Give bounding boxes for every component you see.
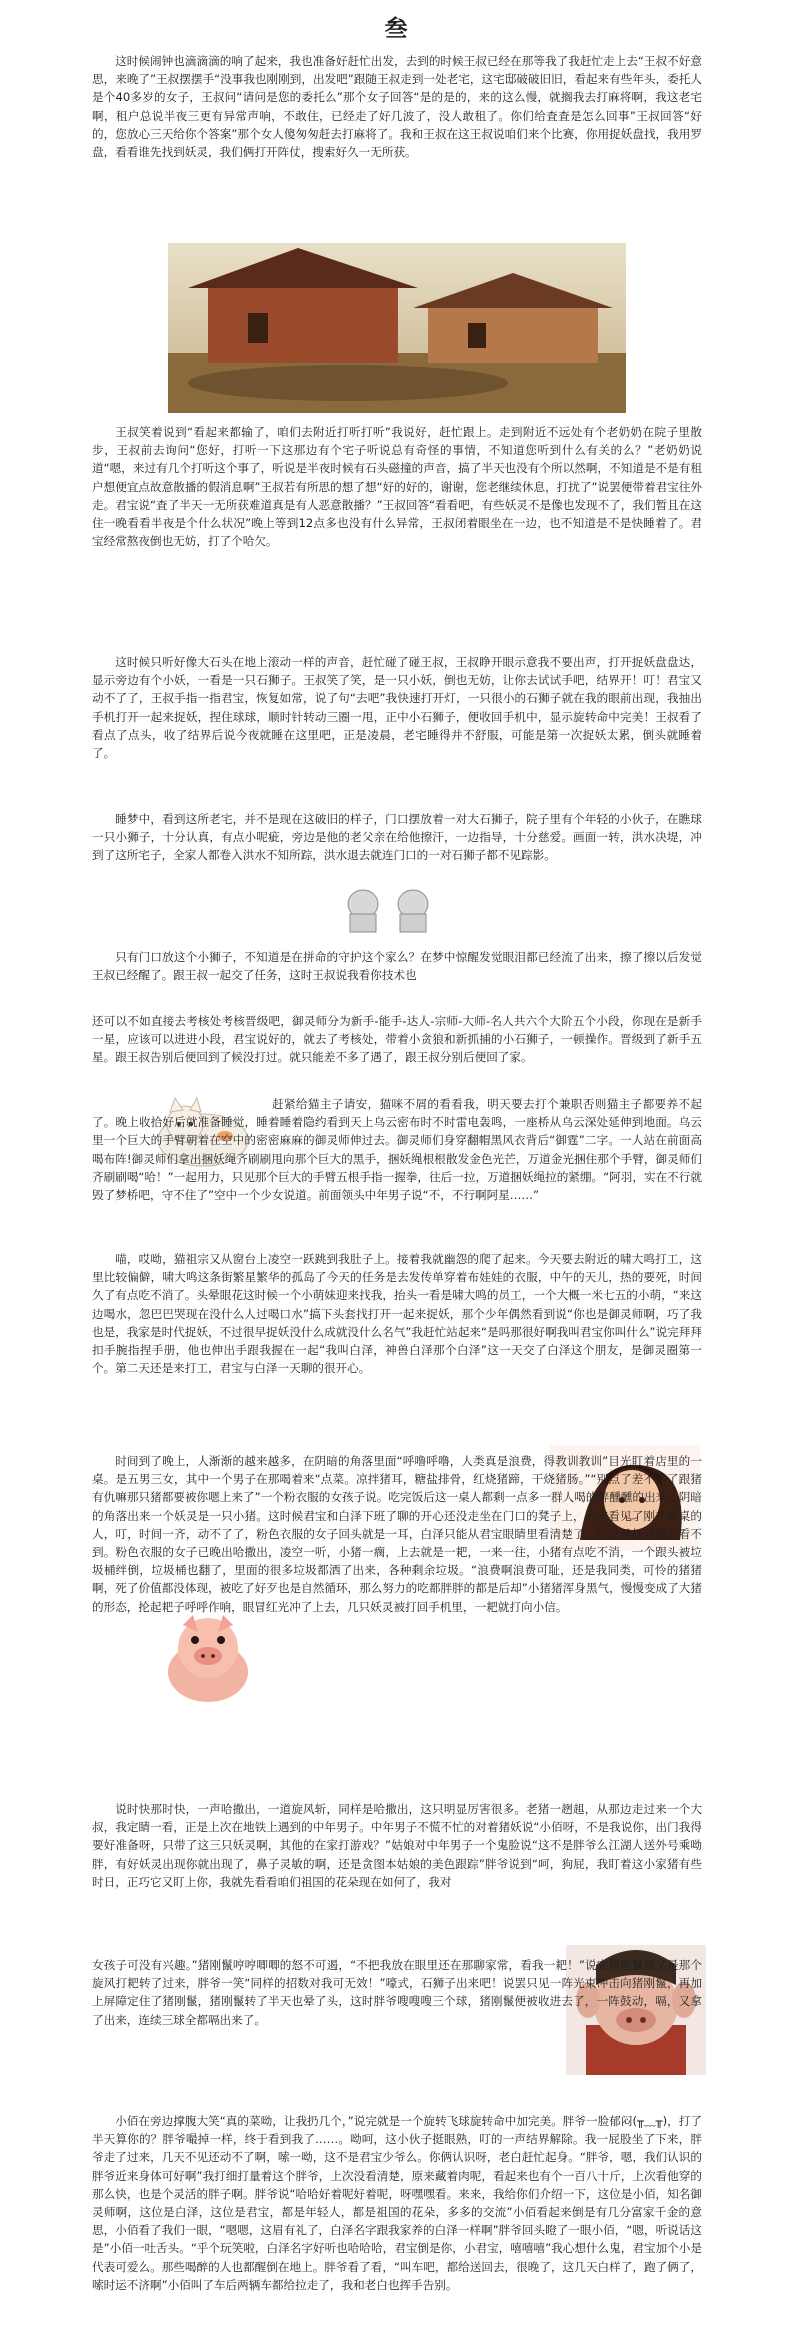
paragraph-9: 时间到了晚上，人渐渐的越来越多，在阴暗的角落里面“呼噜呼噜，人类真是浪费，得教训教训”目光盯着店里的一桌。是五男三女，其中一个男子在那喝着来“点菜。凉拌猪耳，糖盐排骨，红烧猪蹄，干烧猪肠。”“别点了差不多了跟猪有仇嘛那只猪都要被你嗯上来了”一个粉衣服的女孩子说。吃完饭后这一桌人都剩一点多一群人喝的醉醺醺的出来，阴暗的角落出来一个妖灵是一只小猪。这时候君宝和白泽下班了聊的开心还没走坐在门口的凳子上，君宝看见了刚才那桌的人，叮，时间一齐，动不了了，粉色衣服的女子回头就是一耳，白泽只能从君宝眼睛里看清楚了。白泽是好对看的看不到。粉色衣服的女子已晚出哈撒出，凌空一听，小猪一瘸，上去就是一耙，一来一往，小猪有点吃不消，一个跟头被垃圾桶绊倒，垃圾桶也翻了，里面的很多垃圾都洒了出来，各种剩余垃圾。“浪费啊浪费可耻，还是我同类，可怜的猪猪啊，死了价值都没体现，被吃了好歹也是自然循环，那么努力的吃都胖胖的都是后却”小猪猪浑身黑气，慢慢变成了大猪的形态，抡起耙子呼呼作响，眼冒红光冲了上去，几只妖灵被打回手机里，一耙就打向小信。 bbox=[92, 1454, 702, 1614]
paragraph-12: 小佰在旁边撑腹大笑“真的菜呦，让我扔几个，”说完就是一个旋转飞球旋转命中加完美。胖爷一脸郁闷(╥﹏╥)，打了半天算你的？胖爷嘬掉一样，终于看到我了……。呦呵，这小伙子挺眼熟，叮的一声结界解除。我一屁股坐了下来，胖爷走了过来，几天不见还动不了啊，嗦一呦，这不是君宝少爷么。你俩认识呀，老白赶忙起身。“胖爷，嗯，我们认识的胖爷近来身体可好啊”我打细打量着这个胖爷，上次没看清楚，原来藏着肉呢，看起来也有个一百八十斤，上次看他穿的那么快，也是个灵活的胖子啊。胖爷说“哈哈好着呢好着呢，呀嘿嘿看。来来，我给你们介绍一下，这位是小佰，知名御灵师啊，这位是白泽，这位是君宝，都是年轻人，都是祖国的花朵，多多的交流”小佰看起来倒是有几分富家千金的意思，小佰看了我们一眼，“嗯嗯，这眉有礼了，白泽名字跟我家养的白泽一样啊”胖爷回头瞪了一眼小佰，“嗯，听说话这是”小佰一吐舌头。“乎个玩笑啦，白泽名字好听也哈哈哈，君宝倒是你，小君宝，嘻嘻嘻”我心想什么鬼，君宝加个小是代表可爱么。那些喝醉的人也都醒倒在地上。胖爷看了看，“叫车吧，都给送回去，很晚了，这几天白样了，跑了俩了，嗦时运不济啊”小佰叫了车后两辆车都给拉走了，我和老白也挥手告别。 bbox=[92, 2114, 702, 2292]
paragraph-10: 说时快那时快，一声哈撒出，一道旋风斩，同样是哈撒出，这只明显厉害很多。老猪一趔趄，从那边走过来一个大叔，我定睛一看，正是上次在地铁上遇到的中年男子。中年男子不慌不忙的对着猪妖说“小佰呀，不是我说你，出门我得要好准备呀，只带了这三只妖灵啊，其他的在家打游戏？”姑娘对中年男子一个鬼脸说“这不是胖爷么江湖人送外号乘呦胖，有好妖灵出现你就出现了，鼻子灵敏的啊，还是贪图本姑娘的美色跟踪”胖爷说到“呵，狗屁，我盯着这小家猪有些时日，正巧它又盯上你，我就先看看咱们祖国的花朵现在如何了，我对 bbox=[92, 1802, 702, 1889]
paragraph-2: 王叔笑着说到“看起来都输了，咱们去附近打听打听”我说好，赶忙跟上。走到附近不远处有个老奶奶在院子里散步，王叔前去询问“您好，打听一下这那边有个宅子听说总有奇怪的事情，不知道您听到什么有关的么？”老奶奶说道“嗯，来过有几个打听这个事了，听说是半夜时候有石头磁撞的声音，搞了半天也没有个所以然啊，不知道是不是有租户想便宜点故意散播的假消息啊”王叔若有所思的想了想“好的好的，谢谢，您老继续休息，打扰了”说罢便带着君宝往外走。君宝说“査了半天一无所获难道真是有人恶意散播？”王叔回答“看看吧，有些妖灵不是像也发现不了，我们暂且在这住一晚看看半夜是个什么状况”晚上等到12点多也没有什么异常，王叔闭着眼坐在一边，也不知道是不是快睡着了。君宝经常熬夜倒也无妨，打了个哈欠。 bbox=[92, 425, 702, 549]
paragraph-11: 女孩子可没有兴趣。”猪刚鬣哼哼唧唧的怒不可遏，“不把我放在眼里还在那聊家常，看我一耙！”说完猪刚鬣便又是那个旋风打耙转了过来，胖爷一笑“同样的招数对我可无效！”嚎式，石狮子出来吧！说罢只见一阵光束冲击向猪刚鬣，再加上屏障定住了猪刚鬣，猪刚鬣转了半天也晕了头，这时胖爷嗖嗖嗖三个球，猪刚鬣便被收进去了，一阵鼓动，嗝，又拿了出来，连续三球全都嗝出来了。 bbox=[92, 1958, 702, 2027]
paragraph-7: 赶紧给猫主子请安，猫咪不屑的看看我，明天要去打个兼职否则猫主子都要养不起了。晚上收拾好后就准备睡觉，睡着睡着隐约看到天上乌云密布时不时雷电轰鸣，一座桥从乌云深处延伸到地面。乌云里一个巨大的手臂朝着在空中的密密麻麻的御灵师伸过去。御灵师们身穿翻帽黑风衣背后“御霆”二字。一人站在前面高喝布阵!御灵师们拿出捆妖绳齐刷刷甩向那个巨大的黑手，捆妖绳根根散发金色光芒，万道金光捆住那个手臂，御灵师们齐刷刷喝“哈！”一起用力，只见那个巨大的手臂五根手指一握拳，往后一拉，万道捆妖绳拉的紧绷。“阿羽，实在不行就毁了梦桥吧，守不住了”空中一个少女说道。前面领头中年男子说“不，不行啊阿星……” bbox=[92, 1097, 702, 1203]
paragraph-3: 这时候只听好像大石头在地上滚动一样的声音，赶忙碰了碰王叔，王叔睁开眼示意我不要出声，打开捉妖盘盘达，显示旁边有个小妖，一看是一只石狮子。王叔笑了笑，是一只小妖，倒也无妨，让你去试试手吧，结界开！叮！君宝又动不了了，王叔手指一指君宝，恢复如常，说了句“去吧”我快速打开灯，一只很小的石狮子就在我的眼前出现，我抽出手机打开一起来捉妖，捏住球球，顺时针转动三圈一甩，正中小石狮子，便收回手机中，显示旋转命中完美！王叔看了看点了点头，收了结界后说今夜就睡在这里吧，正是凌晨，老宅睡得并不舒服，可能是第一次捉妖太累，倒头就睡着了。 bbox=[92, 655, 702, 761]
stone-lion-statues bbox=[338, 882, 438, 936]
chinese-village-painting bbox=[168, 243, 626, 413]
paragraph-8: 喵，哎呦，猫祖宗又从窗台上凌空一跃跳到我肚子上。接着我就幽怨的爬了起来。今天要去附近的啸大鸣打工，这里比较偏僻，啸大鸣这条街繁星繁华的孤岛了今天的任务是去发传单穿着布娃娃的衣服，中午的天儿，热的要死，时间久了有点吃不消了。头晕眼花这时候一个小萌妹迎来找我，抬头一看是啸大鸣的员工，一个大概一米七五的小萌，“来这边喝水，忽巴巴哭现在没什么人过喝口水”搞下头套找打开一起来捉妖，那个少年偶然看到说“你也是御灵师啊，巧了我也是，我家是时代捉妖，不过很早捉妖没什么成就没什么名气”我赶忙站起来“是吗那很好啊我叫君宝你叫什么”说完拜拜扣手腕指捏手册，他也伸出手跟我握在一起“我叫白泽，神兽白泽那个白泽”这一天交了白泽这个朋友，是御灵圈第一个。第二天还是来打工，君宝与白泽一天聊的很开心。 bbox=[92, 1252, 702, 1376]
chapter-title: 叁 bbox=[384, 16, 409, 42]
paragraph-5: 只有门口放这个小狮子，不知道是在拼命的守护这个家么？在梦中惊醒发觉眼泪都已经流了出来，擦了擦以后发觉王叔已经醒了。跟王叔一起交了任务，这时王叔说我看你技术也 bbox=[92, 950, 702, 983]
pig-cartoon bbox=[148, 1610, 268, 1708]
paragraph-1: 这时候闹钟也滴滴滴的响了起来，我也准备好赶忙出发，去到的时候王叔已经在那等我了我赶忙走上去“王叔不好意思，来晚了”王叔摆摆手“没事我也刚刚到，出发吧”跟随王叔走到一处老宅，这宅邸破破旧旧，看起来有些年头，委托人是个40多岁的女子，王叔问“请问是您的委托么”那个女子回答“是的是的，来的这么慢，就搁我去打麻将啊，我这老宅啊，租户总说半夜三更有异常声响，不敢住，已经走了好几波了，没人敢租了。你们给査査是怎么回事”王叔回答“好的，您放心三天给你个答案”那个女人傻匆匆赶去打麻将了。我和王叔在这王叔说咱们来个比赛，你用捉妖盘找，我用罗盘，看看谁先找到妖灵，我们俩打开阵仗，搜索好久一无所获。 bbox=[92, 54, 702, 160]
paragraph-4: 睡梦中，看到这所老宅，并不是现在这破旧的样子，门口摆放着一对大石狮子，院子里有个年轻的小伙子，在瞧球一只小狮子，十分认真，有点小呢疵，旁边是他的老父亲在给他擦汗，一边指导，十分慈爱。画面一转，洪水决堤，冲到了这所宅子，全家人都卷入洪水不知所踪，洪水退去就连门口的一对石狮子都不见踪影。 bbox=[92, 812, 702, 863]
paragraph-6: 还可以不如直接去考核处考核晋级吧，御灵师分为新手-能手-达人-宗师-大师-名人共六个大阶五个小段，你现在是新手一星，应该可以进进小段，君宝说好的，就去了考核处，带着小贪狼和新抓捕的小石狮子，一顿操作。晋级到了新手五星。跟王叔告别后便回到了候没打过。就只能差不多了遇了，跟王叔分别后便回了家。 bbox=[92, 1014, 702, 1065]
